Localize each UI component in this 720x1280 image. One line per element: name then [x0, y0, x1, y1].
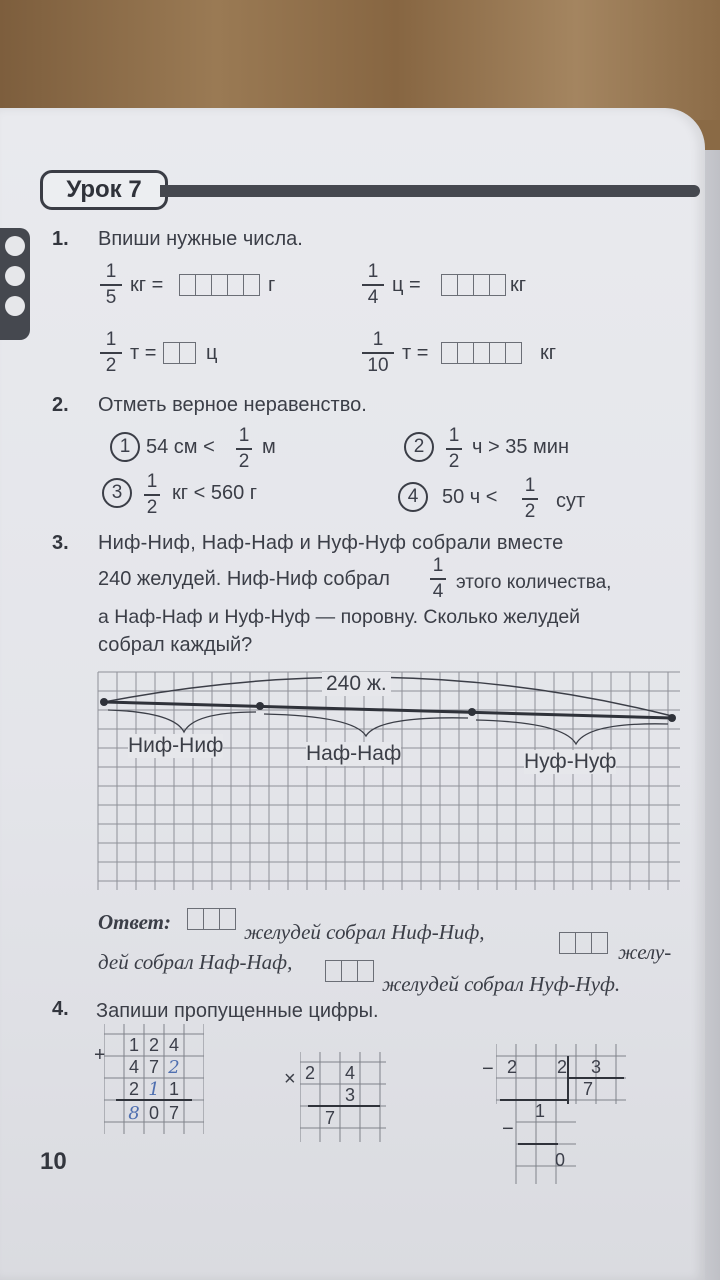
segment-point	[256, 702, 264, 710]
option-1-left: 54 см <	[146, 436, 215, 458]
add-digit: 4	[128, 1057, 139, 1077]
div-sub-digit: 1	[534, 1101, 545, 1121]
times-sign: ×	[284, 1068, 296, 1090]
minus-sign: −	[482, 1058, 494, 1080]
task3-line2a: 240 желудей. Ниф-Ниф собрал	[98, 568, 390, 590]
div-digit: 3	[590, 1057, 601, 1077]
dot-icon	[5, 266, 25, 286]
task1-title: Впиши нужные числа.	[98, 228, 303, 250]
answer-text-2: желу-	[618, 940, 672, 964]
dot-icon	[5, 296, 25, 316]
task4-number: 4.	[52, 998, 69, 1020]
option-4-fraction: 1 2	[522, 476, 538, 522]
add-digit-handwritten: 1	[148, 1079, 160, 1100]
answer-box-nif[interactable]	[188, 908, 236, 930]
task1-result-unit-c: ц	[206, 342, 218, 364]
task1-result-unit-b: кг	[510, 274, 527, 296]
task1-fraction-a: 1 5	[100, 262, 122, 308]
task1-result-unit-a: г	[268, 274, 276, 296]
task1-result-unit-d: кг	[540, 342, 557, 364]
answer-text-3: дей собрал Наф-Наф,	[98, 950, 293, 974]
option-1-circle[interactable]: 1	[110, 432, 140, 462]
option-3-fraction: 1 2	[144, 472, 160, 518]
task1-fraction-b: 1 4	[362, 262, 384, 308]
lesson-title: Урок 7	[40, 170, 168, 210]
page-number: 10	[40, 1148, 67, 1175]
task1-unit-c: т =	[130, 342, 157, 364]
answer-text-4: желудей собрал Нуф-Нуф.	[382, 972, 621, 996]
task4-title: Запиши пропущенные цифры.	[96, 1000, 379, 1022]
task2-title: Отметь верное неравенство.	[98, 394, 367, 416]
option-3-circle[interactable]: 3	[102, 478, 132, 508]
option-1-fraction: 1 2	[236, 426, 252, 472]
option-2-circle[interactable]: 2	[404, 432, 434, 462]
answer-box-nuf[interactable]	[326, 960, 374, 982]
mul-digit: 2	[304, 1063, 315, 1083]
divisor-digit: 7	[582, 1079, 593, 1099]
plus-sign: +	[94, 1044, 106, 1066]
option-4-right: сут	[556, 490, 586, 512]
task1-unit-b: ц =	[392, 274, 421, 296]
dot-icon	[5, 236, 25, 256]
task3-line4: собрал каждый?	[98, 634, 253, 656]
add-digit: 2	[128, 1079, 139, 1099]
label-nuf-nuf: Нуф-Нуф	[524, 750, 617, 773]
answer-cells-a[interactable]	[180, 274, 260, 296]
mul-digit: 3	[344, 1085, 355, 1105]
sub-minus-sign: −	[502, 1118, 514, 1140]
diagram-grid	[94, 664, 684, 894]
task1-fraction-d: 1 10	[362, 330, 394, 376]
div-digit: 2	[556, 1057, 567, 1077]
option-2-fraction: 1 2	[446, 426, 462, 472]
add-digit-handwritten: 2	[168, 1057, 180, 1078]
answer-cells-d[interactable]	[442, 342, 522, 364]
option-2-right: ч > 35 мин	[472, 436, 569, 458]
div-digit: 2	[506, 1057, 517, 1077]
add-digit: 7	[168, 1103, 179, 1123]
task3-fraction: 1 4	[430, 556, 446, 602]
add-digit: 0	[148, 1103, 159, 1123]
div-remainder-digit: 0	[554, 1150, 565, 1170]
task1-fraction-c: 1 2	[100, 330, 122, 376]
mul-digit: 7	[324, 1108, 335, 1128]
task3-number: 3.	[52, 532, 69, 554]
add-digit: 2	[148, 1035, 159, 1055]
diagram-total: 240 ж.	[322, 672, 391, 696]
add-digit: 7	[148, 1057, 159, 1077]
answer-cells-b[interactable]	[442, 274, 506, 296]
task2-number: 2.	[52, 394, 69, 416]
add-digit: 4	[168, 1035, 179, 1055]
side-tab	[0, 228, 30, 340]
option-4-left: 50 ч <	[442, 486, 498, 508]
task3-line2b: этого количества,	[456, 572, 612, 593]
mul-digit: 4	[344, 1063, 355, 1083]
label-naf-naf: Наф-Наф	[306, 742, 402, 765]
answer-text-1: желудей собрал Ниф-Ниф,	[244, 920, 485, 944]
task1-unit-d: т =	[402, 342, 429, 364]
task1-number: 1.	[52, 228, 69, 250]
segment-point	[468, 708, 476, 716]
option-1-right: м	[262, 436, 276, 458]
option-3-right: кг < 560 г	[172, 482, 258, 504]
option-4-circle[interactable]: 4	[398, 482, 428, 512]
wood-background	[0, 0, 720, 120]
task3-line3: а Наф-Наф и Нуф-Нуф — поровну. Сколько желудей	[98, 606, 581, 628]
answer-box-naf[interactable]	[560, 932, 608, 954]
lesson-bar	[160, 185, 700, 197]
answer-label: Ответ:	[98, 910, 171, 934]
add-digit: 1	[168, 1079, 179, 1099]
segment-point	[668, 714, 676, 722]
add-digit: 1	[128, 1035, 139, 1055]
task3-line1: Ниф-Ниф, Наф-Наф и Нуф-Нуф собрали вместе	[98, 532, 564, 554]
add-digit-handwritten: 8	[128, 1103, 140, 1124]
segment-point	[100, 698, 108, 706]
label-nif-nif: Ниф-Ниф	[128, 734, 224, 757]
task1-unit-a: кг =	[130, 274, 164, 296]
answer-cells-c[interactable]	[164, 342, 196, 364]
